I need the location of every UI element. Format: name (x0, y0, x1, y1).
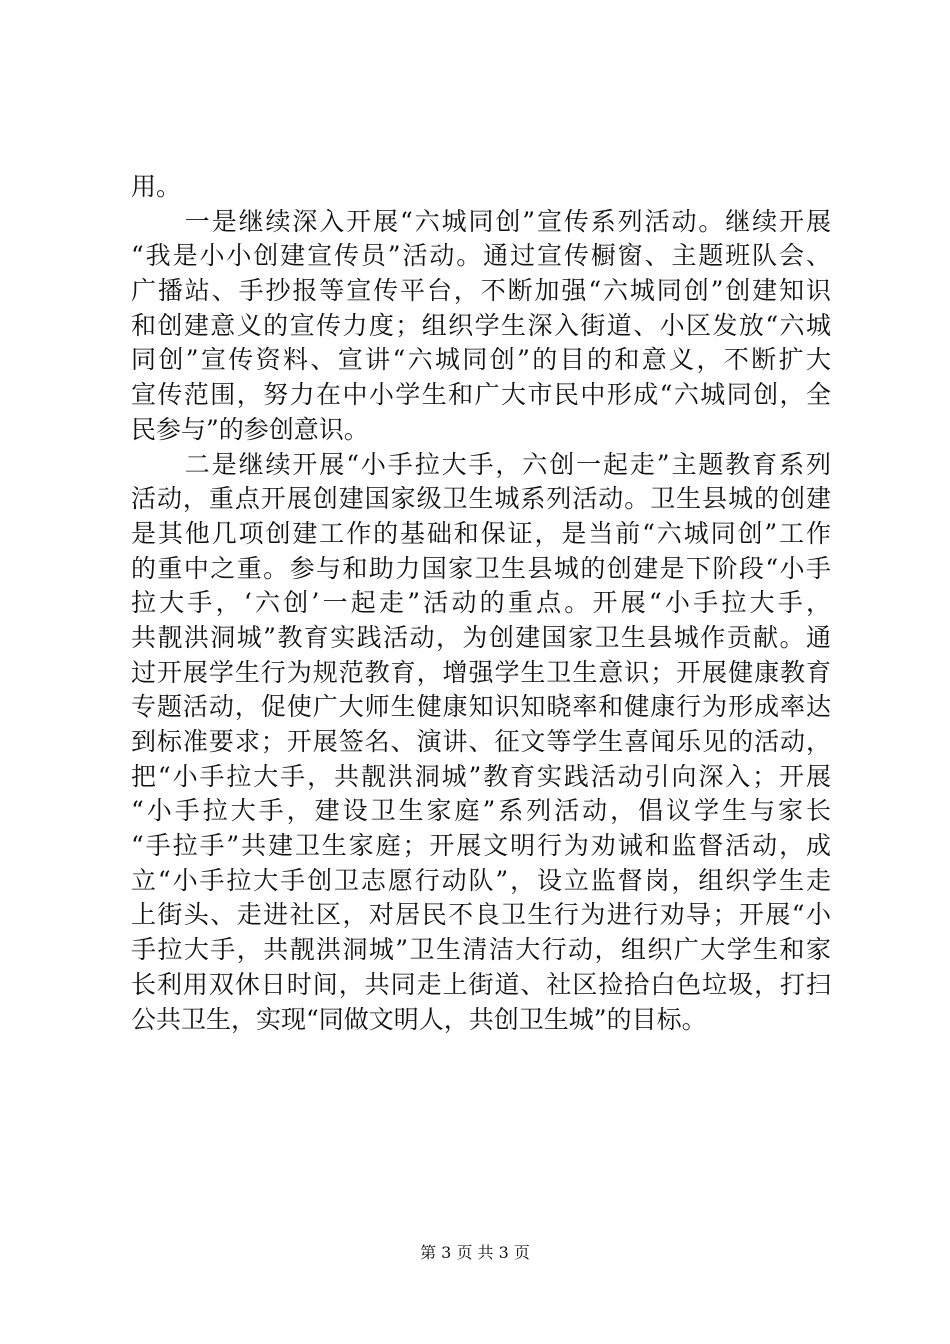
text-line: 把“小手拉大手，共靓洪洞城”教育实践活动引向深入；开展 (131, 761, 831, 791)
text-line: 上街头、走进社区，对居民不良卫生行为进行劝导；开展“小 (131, 900, 831, 930)
text-line: 立“小手拉大手创卫志愿行动队”，设立监督岗，组织学生走 (131, 865, 831, 895)
text-line: 公共卫生，实现“同做文明人，共创卫生城”的目标。 (131, 1004, 707, 1034)
text-line: 一是继续深入开展“六城同创”宣传系列活动。继续开展 (131, 206, 831, 236)
text-line: 手拉大手，共靓洪洞城”卫生清洁大行动，组织广大学生和家 (131, 935, 831, 965)
text-line: “手拉手”共建卫生家庭；开展文明行为劝诫和监督活动，成 (131, 831, 831, 861)
text-line: 民参与”的参创意识。 (131, 414, 369, 444)
text-line: 宣传范围，努力在中小学生和广大市民中形成“六城同创，全 (131, 380, 831, 410)
text-line: “小手拉大手，建设卫生家庭”系列活动，倡议学生与家长 (131, 796, 831, 826)
text-line: 活动，重点开展创建国家级卫生城系列活动。卫生县城的创建 (131, 484, 831, 514)
document-body (131, 170, 831, 1037)
text-line: 专题活动，促使广大师生健康知识知晓率和健康行为形成率达 (131, 692, 831, 722)
text-line: 共靓洪洞城”教育实践活动，为创建国家卫生县城作贡献。通 (131, 622, 831, 652)
page-number-footer: 第 3 页 共 3 页 (420, 1243, 530, 1262)
text-line: 过开展学生行为规范教育，增强学生卫生意识；开展健康教育 (131, 657, 831, 687)
text-line: 拉大手，‘六创’一起走”活动的重点。开展“小手拉大手， (131, 588, 831, 618)
text-line: 二是继续开展“小手拉大手，六创一起走”主题教育系列 (131, 449, 831, 479)
text-line: 是其他几项创建工作的基础和保证，是当前“六城同创”工作 (131, 518, 831, 548)
text-line: 长利用双休日时间，共同走上街道、社区捡拾白色垃圾，打扫 (131, 969, 831, 999)
text-line: 广播站、手抄报等宣传平台，不断加强“六城同创”创建知识 (131, 276, 831, 306)
text-line: 的重中之重。参与和助力国家卫生县城的创建是下阶段“小手 (131, 553, 831, 583)
text-line: “我是小小创建宣传员”活动。通过宣传橱窗、主题班队会、 (131, 241, 831, 271)
text-line: 到标准要求；开展签名、演讲、征文等学生喜闻乐见的活动， (131, 727, 831, 756)
text-line: 同创”宣传资料、宣讲“六城同创”的目的和意义，不断扩大 (131, 345, 831, 375)
text-line: 用。 (131, 172, 182, 201)
text-line: 和创建意义的宣传力度；组织学生深入街道、小区发放“六城 (131, 310, 831, 340)
